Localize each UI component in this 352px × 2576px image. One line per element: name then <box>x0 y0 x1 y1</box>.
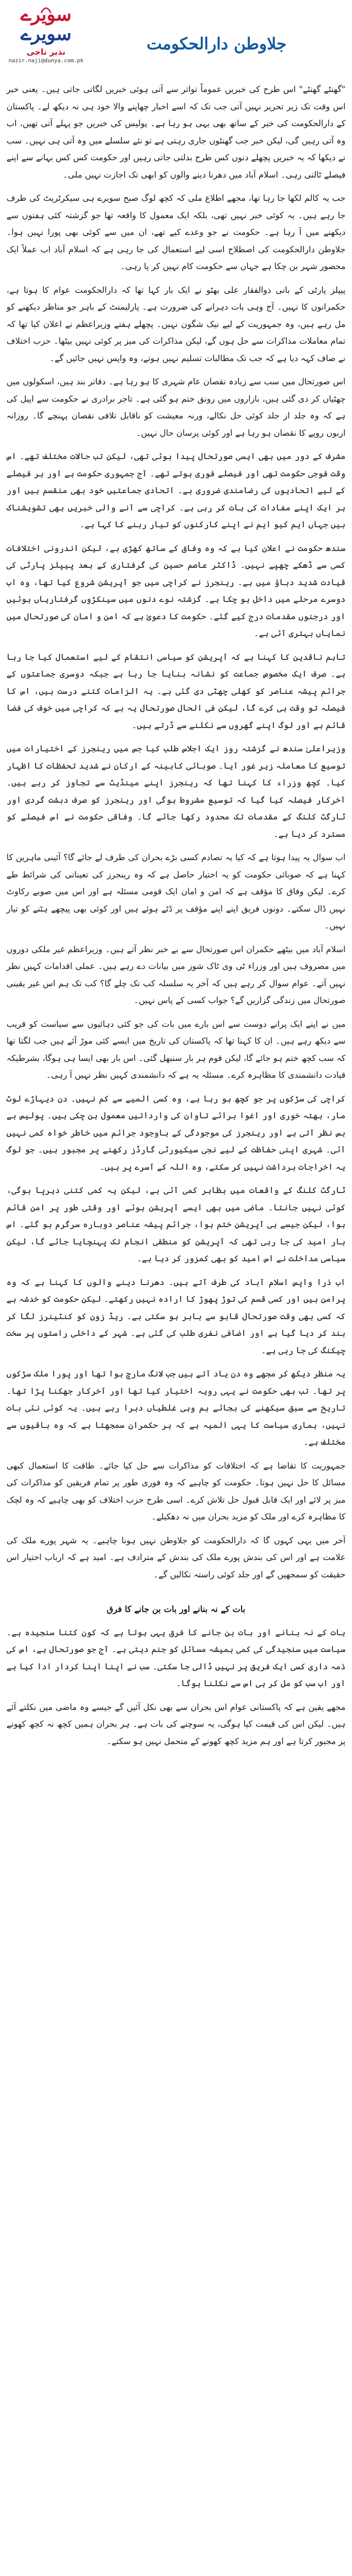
article-body <box>6 81 346 1756</box>
article-paragraph: اس صورتحال میں سب سے زیادہ نقصان عام شہری کا ہو رہا ہے۔ دفاتر بند ہیں، اسکولوں میں چھٹیاں کر دی گئی ہیں، بازاروں میں رونق ختم ہو گئی ہے۔ تاجر برادری نے حکومت سے اپیل کی ہے کہ وہ جلد از جلد کوئی حل نکالے، ورنہ معیشت کو ناقابل تلافی نقصان پہنچے گا۔ روزانہ اربوں روپے کا نقصان ہو رہا ہے اور کوئی پرسان حال نہیں۔ <box>6 377 346 438</box>
article-paragraph: بات کے نہ بنانے اور بات بن جانے کا فرق یہی ہوتا ہے کہ کون کتنا سنجیدہ ہے۔ سیاست میں سنجیدگی کی کمی ہمیشہ مسائل کو جنم دیتی ہے۔ آج جو صورتحال ہے، اس کی ذمہ داری کسی ایک فریق پر نہیں ڈالی جا سکتی۔ سب نے اپنا اپنا کردار ادا کیا ہے اور اب سب کو مل کر ہی اس سے نکلنا ہوگا۔ <box>6 1627 346 1688</box>
article-paragraph: تاہم ناقدین کا کہنا ہے کہ آپریشن کو سیاسی انتقام کے لیے استعمال کیا جا رہا ہے۔ صرف ایک مخصوص جماعت کو نشانہ بنایا جا رہا ہے جبکہ دوسری جماعتوں کے جرائم پیشہ عناصر کو کھلی چھٹی دی گئی ہے۔ یہ الزامات کتنے درست ہیں، اس کا فیصلہ تو وقت ہی کرے گا، لیکن فی الحال صورتحال یہ ہے کہ کراچی میں خوف کی فضا قائم ہے اور لوگ اپنے گھروں سے نکلنے سے ڈرتے ہیں۔ <box>6 652 346 730</box>
column-logo <box>5 3 87 74</box>
article-paragraph: کراچی کی سڑکوں پر جو کچھ ہو رہا ہے، وہ کسی المیے سے کم نہیں۔ دن دیہاڑے لوٹ مار، بھتہ خوری اور اغوا برائے تاوان کی وارداتیں معمول بن چکی ہیں۔ پولیس بے بس نظر آتی ہے اور رینجرز کی موجودگی کے باوجود جرائم میں خاطر خواہ کمی نہیں آئی۔ شہری اپنی حفاظت کے لیے نجی سیکیورٹی گارڈز رکھنے پر مجبور ہیں۔ جو لوگ یہ اخراجات برداشت نہیں کر سکتے، وہ اللہ کے آسرے پر ہیں۔ <box>6 1093 346 1172</box>
article-paragraph: اب ذرا واپس اسلام آباد کی طرف آتے ہیں۔ دھرنا دینے والوں کا کہنا ہے کہ وہ پرامن ہیں اور کسی قسم کی توڑ پھوڑ کا ارادہ نہیں رکھتے۔ لیکن حکومت کو خدشہ ہے کہ کسی بھی وقت صورتحال قابو سے باہر ہو سکتی ہے۔ ریڈ زون کو کنٹینرز لگا کر بند کر دیا گیا ہے اور اضافی نفری طلب کی گئی ہے۔ شہر کے داخلی راستوں پر سخت چیکنگ کی جا رہی ہے۔ <box>6 1277 346 1355</box>
article-paragraph: جب یہ کالم لکھا جا رہا تھا، مجھے اطلاع ملی کہ کچھ لوگ صبح سویرے ہی سیکرٹریٹ کی طرف جا رہے ہیں۔ یہ کوئی خبر نہیں تھی، بلکہ ایک معمول کا واقعہ تھا جو گزشتہ کئی ہفتوں سے دیکھنے میں آ رہا ہے۔ حکومت نے جو وعدے کیے تھے، ان میں سے کوئی بھی پورا نہیں ہوا۔ جلاوطن دارالحکومت کی اصطلاح اسی لیے استعمال کی جا رہی ہے کہ اسلام آباد اب عملاً ایک محصور شہر بن چکا ہے جہاں سے حکومت کام نہیں کر پا رہی۔ <box>6 193 346 271</box>
masthead <box>0 0 352 81</box>
article-title: جلاوطن دارالحکومت <box>146 35 287 54</box>
article-paragraph: وزیراعلیٰ سندھ نے گزشتہ روز ایک اجلاس طلب کیا جس میں رینجرز کے اختیارات میں توسیع کا معاملہ زیر غور آیا۔ صوبائی کابینہ کے ارکان نے شدید تحفظات کا اظہار کیا۔ کچھ وزراء کا کہنا تھا کہ رینجرز اپنے مینڈیٹ سے تجاوز کر رہے ہیں۔ آخرکار فیصلہ کیا گیا کہ توسیع مشروط ہوگی اور رینجرز کو صرف دہشت گردی اور ٹارگٹ کلنگ کے مقدمات تک محدود رکھا جائے گا۔ وفاقی حکومت نے اس فیصلے کو مسترد کر دیا ہے۔ <box>6 744 346 839</box>
article-paragraph: اب سوال یہ پیدا ہوتا ہے کہ کیا یہ تصادم کسی بڑے بحران کی طرف لے جائے گا؟ آئینی ماہرین کا کہنا ہے کہ صوبائی حکومت کو یہ اختیار حاصل ہے کہ وہ رینجرز کی تعیناتی کی شرائط طے کرے۔ لیکن وفاق کا مؤقف ہے کہ امن و امان ایک قومی مسئلہ ہے اور اس میں صوبے رکاوٹ نہیں ڈال سکتے۔ دونوں فریق اپنے اپنے مؤقف پر ڈٹے ہوئے ہیں اور کوئی بھی پیچھے ہٹنے کو تیار نہیں۔ <box>6 853 346 930</box>
author-email: nazir.naji@dunya.com.pk <box>8 58 84 64</box>
article-paragraph: "گھنٹے گھنٹے" اس طرح کی خبریں عموماً تواتر سے آتی ہوئی خبریں لگاتی جاتی ہیں۔ یعنی خبر اس وقت تک زیر تحریر نہیں آتی جب تک کہ اسے اخبار چھاپنے والا خود ہی نہ دیکھ لے۔ پاکستان کے دارالحکومت کی خبر کے ساتھ بھی یہی ہو رہا ہے۔ پولیس کی خبریں جو پہلے آتی تھیں، اب وہ آتی رہیں گی، لیکن خبر جب گھنٹوں جاری رہتی ہے تو نئے سلسلے میں وہ آتی ہی نہیں۔ سب نے دیکھا کہ یہ خبریں پچھلے دنوں کس طرح بدلتی جاتی رہیں اور حکومت کس کس بہانے سے اپنے فیصلے ٹالتی رہی۔ اسلام آباد میں دھرنا دینے والوں کو ابھی تک اجازت نہیں ملی۔ <box>6 84 346 180</box>
author-byline: نذیر ناجی <box>27 47 66 57</box>
article-paragraph: اسلام آباد میں بیٹھے حکمران اس صورتحال سے بے خبر نظر آتے ہیں۔ وزیراعظم غیر ملکی دوروں میں مصروف ہیں اور وزراء ٹی وی ٹاک شوز میں بیانات دے رہے ہیں۔ عملی اقدامات کہیں نظر نہیں آتے۔ عوام سوال کر رہے ہیں کہ آخر یہ سلسلہ کب تک چلے گا؟ کب تک ہم اس غیر یقینی صورتحال میں زندگی گزاریں گے؟ جواب کسی کے پاس نہیں۔ <box>6 944 346 1005</box>
article-paragraph: ٹارگٹ کلنگ کے واقعات میں بظاہر کمی آئی ہے، لیکن یہ کمی کتنی دیرپا ہوگی، کوئی نہیں جانتا۔ ماضی میں بھی ایسے آپریشن ہوئے اور وقتی طور پر امن قائم ہوا، لیکن جیسے ہی آپریشن ختم ہوا، جرائم پیشہ عناصر دوبارہ سرگرم ہو گئے۔ اس بار امید کی جا رہی تھی کہ آپریشن کو منطقی انجام تک پہنچایا جائے گا، لیکن سیاسی مداخلت نے اس امید کو بھی کمزور کر دیا ہے۔ <box>6 1185 346 1263</box>
article-paragraph: پیپلز پارٹی کے بانی ذوالفقار علی بھٹو نے ایک بار کہا تھا کہ دارالحکومت عوام کا ہوتا ہے، حکمرانوں کا نہیں۔ آج وہی بات دہرانے کی ضرورت ہے۔ پارلیمنٹ کے باہر جو مناظر دیکھنے کو مل رہے ہیں، وہ جمہوریت کے لیے نیک شگون نہیں۔ پچھلے ہفتے وزیراعظم نے اعلان کیا تھا کہ تمام معاملات مذاکرات سے حل ہوں گے، لیکن مذاکرات کی میز پر کوئی نہیں بیٹھا۔ حزب اختلاف نے صاف کہہ دیا ہے کہ جب تک مطالبات تسلیم نہیں ہوتے، وہ واپس نہیں جائیں گے۔ <box>6 285 346 363</box>
logo-word-top: سویرے <box>20 4 72 25</box>
closing-line: بات کے نہ بنانے اور بات بن جانے کا فرق <box>107 1604 245 1614</box>
article-paragraph: جمہوریت کا تقاضا ہے کہ اختلافات کو مذاکرات سے حل کیا جائے۔ طاقت کا استعمال کبھی مسائل کا حل نہیں ہوتا۔ حکومت کو چاہیے کہ وہ فوری طور پر تمام فریقین کو مذاکرات کی میز پر لائے اور ایک قابل قبول حل تلاش کرے۔ اسی طرح حزب اختلاف کو بھی چاہیے کہ وہ لچک کا مظاہرہ کرے اور ملک کو مزید بحران میں نہ دھکیلے۔ <box>6 1460 346 1522</box>
section-break <box>6 1590 346 1601</box>
article-paragraph: یہ منظر دیکھ کر مجھے وہ دن یاد آتے ہیں جب لانگ مارچ ہوا تھا اور پورا ملک سڑکوں پر تھا۔ تب بھی حکومت نے یہی رویہ اختیار کیا تھا اور آخرکار جھکنا پڑا تھا۔ تاریخ سے سبق سیکھنے کی بجائے ہم وہی غلطیاں دہرا رہے ہیں۔ یہ کوئی نئی بات نہیں، ہماری سیاست کا یہی المیہ ہے کہ ہر حکمران سمجھتا ہے کہ وہ باقیوں سے مختلف ہے۔ <box>6 1369 346 1447</box>
article-paragraph: مشرف کے دور میں بھی ایسی صورتحال پیدا ہوئی تھی، لیکن تب حالات مختلف تھے۔ اس وقت فوجی حکومت تھی اور فیصلے فوری ہوتے تھے۔ آج جمہوری حکومت ہے اور ہر فیصلے کے لیے اتحادیوں کی رضامندی ضروری ہے۔ اتحادی جماعتیں خود بھی منقسم ہیں اور ہر ایک اپنے مفادات کی بات کر رہی ہے۔ کراچی سے آنے والی خبریں بھی تشویشناک ہیں جہاں ایم کیو ایم نے اپنے کارکنوں کو تیار رہنے کا کہا ہے۔ <box>6 451 346 529</box>
article-paragraph: آخر میں یہی کہوں گا کہ دارالحکومت کو جلاوطن نہیں ہونا چاہیے۔ یہ شہر پورے ملک کی علامت ہے اور اس کی بندش پورے ملک کی بندش کے مترادف ہے۔ امید ہے کہ ارباب اختیار اس حقیقت کو سمجھیں گے اور جلد کوئی راستہ نکالیں گے۔ <box>6 1535 346 1579</box>
article-paragraph: مجھے یقین ہے کہ پاکستانی عوام اس بحران سے بھی نکل آئیں گے جیسے وہ ماضی میں نکلتے آئے ہیں۔ لیکن اس کی قیمت کیا ہوگی، یہ سوچنے کی بات ہے۔ ہر بحران ہمیں کچھ نہ کچھ کھونے پر مجبور کرتا ہے اور ہم مزید کچھ کھونے کے متحمل نہیں ہو سکتے۔ <box>6 1702 346 1746</box>
article-paragraph: میں نے اپنے ایک پرانے دوست سے اس بارے میں بات کی جو کئی دہائیوں سے سیاست کو قریب سے دیکھ رہے ہیں۔ ان کا کہنا تھا کہ پاکستان کی تاریخ میں ایسے کئی موڑ آئے ہیں جب لگتا تھا کہ سب کچھ ختم ہو جائے گا، لیکن قوم ہر بار سنبھل گئی۔ اس بار بھی ایسا ہی ہوگا، بشرطیکہ قیادت دانشمندی کا مظاہرہ کرے۔ مسئلہ یہ ہے کہ دانشمندی کہیں نظر نہیں آ رہی۔ <box>6 1019 346 1080</box>
logo-word-bottom: سویرے <box>20 23 72 45</box>
article-paragraph: سندھ حکومت نے اعلان کیا ہے کہ وہ وفاق کے ساتھ کھڑی ہے، لیکن اندرونی اختلافات کسی سے ڈھکے چھپے نہیں۔ ڈاکٹر عاصم حسین کی گرفتاری کے بعد پیپلز پارٹی کی قیادت شدید دباؤ میں ہے۔ رینجرز نے کراچی میں جو آپریشن شروع کیا تھا، وہ اب دوسرے مرحلے میں داخل ہو چکا ہے۔ گزشتہ نوے دنوں میں سینکڑوں گرفتاریاں ہوئیں اور درجنوں مقدمات درج کیے گئے۔ حکومت کا دعویٰ ہے کہ امن و امان کی صورتحال میں نمایاں بہتری آئی ہے۔ <box>6 543 346 638</box>
logo-accent-icon <box>40 4 52 14</box>
